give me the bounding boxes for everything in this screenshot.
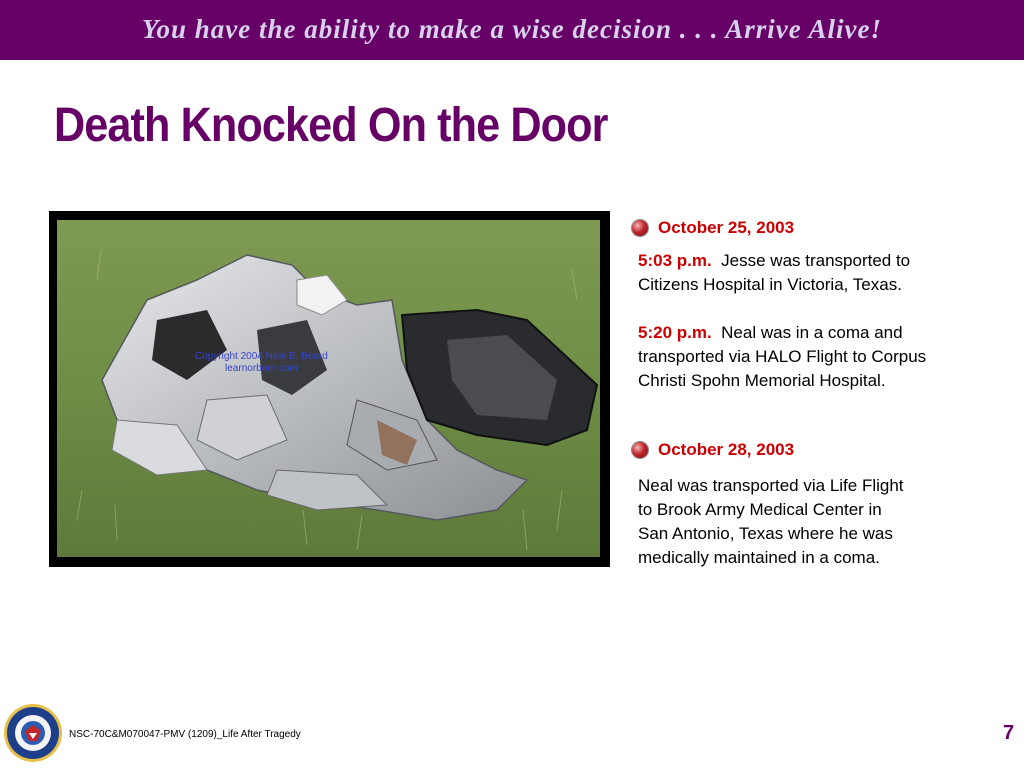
wrecked-car-photo	[57, 220, 600, 557]
entry-line: Jesse was transported to	[721, 251, 911, 270]
footer-doc-code: NSC-70C&M070047-PMV (1209)_Life After Tragedy	[69, 729, 301, 740]
timeline-entry	[638, 321, 926, 393]
entry-line: medically maintained in a coma.	[638, 548, 880, 567]
entry-time: 5:20 p.m.	[638, 323, 712, 342]
bullet-date: October 25, 2003	[658, 218, 795, 237]
bullet-item	[632, 218, 794, 238]
header-banner	[0, 0, 1024, 60]
entry-line: San Antonio, Texas where he was	[638, 524, 893, 543]
bullet-item	[632, 440, 794, 460]
entry-line: Neal was transported via Life Flight	[638, 476, 904, 495]
bullet-date: October 28, 2003	[658, 440, 795, 459]
entry-line: Citizens Hospital in Victoria, Texas.	[638, 275, 902, 294]
timeline-entry	[638, 249, 910, 297]
timeline-entry	[638, 474, 904, 570]
copyright-line: Copyright 2004 Neal E. Beard	[195, 351, 328, 362]
banner-text: You have the ability to make a wise decision . . . Arrive Alive!	[142, 14, 882, 44]
photo-frame	[49, 211, 610, 567]
page-number: 7	[1003, 722, 1015, 744]
entry-line: transported via HALO Flight to Corpus	[638, 347, 927, 366]
copyright-url: learnorburn.com	[225, 363, 298, 374]
entry-line: Neal was in a coma and	[721, 323, 903, 342]
entry-line: Christi Spohn Memorial Hospital.	[638, 371, 886, 390]
entry-line: to Brook Army Medical Center in	[638, 500, 882, 519]
bullet-icon	[632, 220, 648, 236]
slide-title: Death Knocked On the Door	[54, 99, 608, 152]
photo-copyright	[195, 351, 328, 375]
naval-safety-center-logo	[3, 703, 63, 763]
entry-time: 5:03 p.m.	[638, 251, 712, 270]
bullet-icon	[632, 442, 648, 458]
